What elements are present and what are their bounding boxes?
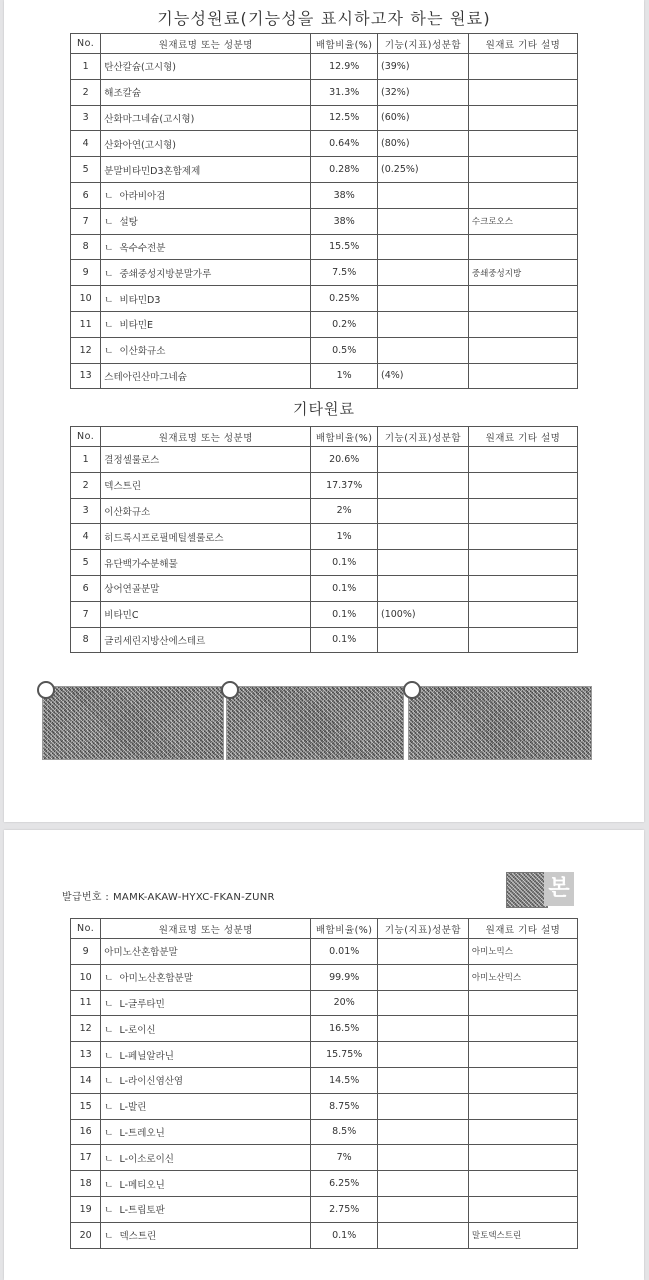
ingredient-description	[468, 1119, 577, 1145]
ingredient-description	[468, 447, 577, 473]
row-number: 15	[71, 1093, 101, 1119]
other-ingredients-title: 기타원료	[293, 400, 355, 418]
functional-content	[378, 627, 469, 653]
functional-content	[378, 550, 469, 576]
ingredient-description	[468, 1145, 577, 1171]
table-row	[71, 964, 578, 990]
ingredient-name-text: L-메티오닌	[119, 1179, 165, 1191]
header-no: No.	[71, 34, 101, 54]
mix-ratio: 15.75%	[311, 1042, 378, 1068]
table-row	[71, 337, 578, 363]
ingredient-description	[468, 363, 577, 389]
ingredient-description	[468, 311, 577, 337]
functional-content	[378, 990, 469, 1016]
ingredient-name	[101, 939, 311, 965]
ingredient-name	[101, 1067, 311, 1093]
table-row	[71, 131, 578, 157]
mix-ratio: 20.6%	[311, 447, 378, 473]
table-row	[71, 1016, 578, 1042]
mix-ratio: 14.5%	[311, 1067, 378, 1093]
row-number: 13	[71, 1042, 101, 1068]
row-number: 9	[71, 939, 101, 965]
mix-ratio: 17.37%	[311, 472, 378, 498]
ingredient-name	[101, 1093, 311, 1119]
sub-item-branch-icon: ㄴ	[104, 1076, 114, 1088]
ingredient-name-text: 아미노산혼합분말	[104, 947, 178, 959]
row-number: 16	[71, 1119, 101, 1145]
row-number: 2	[71, 79, 101, 105]
functional-ingredients-table	[70, 33, 578, 389]
sub-item-branch-icon: ㄴ	[104, 1205, 114, 1217]
functional-content	[378, 1196, 469, 1222]
mix-ratio: 0.1%	[311, 1222, 378, 1248]
table-row	[71, 550, 578, 576]
ingredient-name-text: 이산화규소	[104, 506, 151, 518]
ingredient-name-text: 옥수수전분	[119, 242, 166, 254]
row-number: 4	[71, 131, 101, 157]
row-number: 20	[71, 1222, 101, 1248]
row-number: 1	[71, 54, 101, 80]
mix-ratio: 8.5%	[311, 1119, 378, 1145]
ingredient-name	[101, 234, 311, 260]
ingredient-name-text: L-라이신염산염	[119, 1076, 184, 1088]
header-name: 원재료명 또는 성분명	[101, 34, 311, 54]
ingredient-name-text: 히드록시프로필메틸셀룰로스	[104, 532, 224, 544]
mix-ratio: 2%	[311, 498, 378, 524]
issue-number	[62, 888, 275, 903]
mix-ratio: 16.5%	[311, 1016, 378, 1042]
row-number: 12	[71, 1016, 101, 1042]
original-stamp: 본	[544, 872, 574, 906]
sub-item-branch-icon: ㄴ	[104, 217, 114, 229]
ingredient-description: 아미노산믹스	[468, 964, 577, 990]
row-number: 7	[71, 601, 101, 627]
row-number: 14	[71, 1067, 101, 1093]
ingredient-description	[468, 1093, 577, 1119]
functional-content	[378, 1067, 469, 1093]
ingredient-name	[101, 601, 311, 627]
header-ratio: 배합비율(%)	[311, 34, 378, 54]
amino-acid-ingredients-table	[70, 918, 578, 1249]
functional-content	[378, 208, 469, 234]
ingredient-description	[468, 601, 577, 627]
ingredient-name-text: 탄산칼슘(고시형)	[104, 62, 176, 74]
ingredient-name-text: 상어연골분말	[104, 584, 160, 596]
functional-content	[378, 182, 469, 208]
mix-ratio: 8.75%	[311, 1093, 378, 1119]
ingredient-name	[101, 260, 311, 286]
pattern-corner-mark	[221, 681, 239, 699]
functional-content: (32%)	[378, 79, 469, 105]
row-number: 7	[71, 208, 101, 234]
mix-ratio: 2.75%	[311, 1196, 378, 1222]
ingredient-description	[468, 54, 577, 80]
sub-item-branch-icon: ㄴ	[104, 1231, 114, 1243]
header-description: 원재료 기타 설명	[468, 427, 577, 447]
ingredient-name	[101, 964, 311, 990]
ingredient-name-text: L-발린	[119, 1102, 147, 1114]
table-row	[71, 627, 578, 653]
ingredient-description	[468, 182, 577, 208]
ingredient-name-text: 산화아연(고시형)	[104, 139, 176, 151]
functional-content: (100%)	[378, 601, 469, 627]
sub-item-branch-icon: ㄴ	[104, 320, 114, 332]
row-number: 6	[71, 575, 101, 601]
mix-ratio: 0.28%	[311, 157, 378, 183]
mix-ratio: 12.9%	[311, 54, 378, 80]
row-number: 5	[71, 550, 101, 576]
ingredient-description	[468, 337, 577, 363]
table-row	[71, 182, 578, 208]
ingredient-name	[101, 105, 311, 131]
ingredient-description	[468, 1196, 577, 1222]
sub-item-branch-icon: ㄴ	[104, 346, 114, 358]
functional-content	[378, 1171, 469, 1197]
functional-content	[378, 939, 469, 965]
ingredient-name-text: L-이소로이신	[119, 1153, 174, 1165]
functional-content	[378, 311, 469, 337]
mix-ratio: 0.25%	[311, 286, 378, 312]
ingredient-name-text: 비타민D3	[119, 294, 161, 306]
table-row	[71, 208, 578, 234]
row-number: 5	[71, 157, 101, 183]
ingredient-description	[468, 105, 577, 131]
mix-ratio: 20%	[311, 990, 378, 1016]
security-pattern-1	[42, 686, 224, 760]
row-number: 8	[71, 234, 101, 260]
table-row	[71, 939, 578, 965]
document-page-2	[4, 830, 644, 1280]
functional-content	[378, 447, 469, 473]
row-number: 18	[71, 1171, 101, 1197]
functional-content	[378, 472, 469, 498]
ingredient-name	[101, 524, 311, 550]
ingredient-description	[468, 234, 577, 260]
mix-ratio: 7.5%	[311, 260, 378, 286]
page-title: 기능성원료(기능성을 표시하고자 하는 원료)	[157, 9, 491, 28]
security-pattern-2	[226, 686, 404, 760]
mix-ratio: 31.3%	[311, 79, 378, 105]
header-function: 기능(지표)성분함	[378, 919, 469, 939]
row-number: 11	[71, 311, 101, 337]
table-row	[71, 1067, 578, 1093]
ingredient-description	[468, 524, 577, 550]
mix-ratio: 0.01%	[311, 939, 378, 965]
ingredient-description	[468, 627, 577, 653]
functional-content	[378, 234, 469, 260]
header-ratio: 배합비율(%)	[311, 919, 378, 939]
ingredient-name-text: 비타민E	[119, 320, 154, 332]
header-function: 기능(지표)성분함	[378, 427, 469, 447]
ingredient-description	[468, 550, 577, 576]
ingredient-description	[468, 286, 577, 312]
ingredient-name-text: 산화마그네슘(고시형)	[104, 113, 195, 125]
table-header-row	[71, 427, 578, 447]
ingredient-name	[101, 208, 311, 234]
header-no: No.	[71, 427, 101, 447]
mix-ratio: 1%	[311, 363, 378, 389]
sub-item-branch-icon: ㄴ	[104, 1127, 114, 1139]
row-number: 12	[71, 337, 101, 363]
mix-ratio: 0.1%	[311, 627, 378, 653]
header-description: 원재료 기타 설명	[468, 919, 577, 939]
sub-item-branch-icon: ㄴ	[104, 973, 114, 985]
functional-content: (0.25%)	[378, 157, 469, 183]
table-row	[71, 1222, 578, 1248]
table-row	[71, 524, 578, 550]
functional-content	[378, 1145, 469, 1171]
table-row	[71, 54, 578, 80]
functional-content	[378, 1093, 469, 1119]
table-row	[71, 363, 578, 389]
row-number: 19	[71, 1196, 101, 1222]
sub-item-branch-icon: ㄴ	[104, 268, 114, 280]
header-ratio: 배합비율(%)	[311, 427, 378, 447]
functional-content	[378, 1119, 469, 1145]
ingredient-name-text: L-글루타민	[119, 998, 165, 1010]
ingredient-description: 아미노믹스	[468, 939, 577, 965]
functional-content	[378, 964, 469, 990]
mix-ratio: 15.5%	[311, 234, 378, 260]
table-row	[71, 260, 578, 286]
table-row	[71, 1119, 578, 1145]
header-name: 원재료명 또는 성분명	[101, 427, 311, 447]
functional-content: (80%)	[378, 131, 469, 157]
ingredient-description	[468, 990, 577, 1016]
ingredient-description	[468, 131, 577, 157]
ingredient-name-text: 이산화규소	[119, 346, 166, 358]
ingredient-name	[101, 131, 311, 157]
table-row	[71, 1171, 578, 1197]
table-header-row	[71, 34, 578, 54]
ingredient-description	[468, 498, 577, 524]
ingredient-description	[468, 472, 577, 498]
header-name: 원재료명 또는 성분명	[101, 919, 311, 939]
issue-number-code: MAMK-AKAW-HYXC-FKAN-ZUNR	[113, 892, 275, 903]
other-ingredients-table	[70, 426, 578, 653]
ingredient-name-text: 설탕	[119, 217, 138, 229]
table-row	[71, 286, 578, 312]
ingredient-name	[101, 1196, 311, 1222]
sub-item-branch-icon: ㄴ	[104, 1050, 114, 1062]
ingredient-description	[468, 157, 577, 183]
ingredient-name	[101, 1145, 311, 1171]
ingredient-name	[101, 498, 311, 524]
ingredient-name	[101, 1119, 311, 1145]
ingredient-name	[101, 311, 311, 337]
functional-content	[378, 524, 469, 550]
table-row	[71, 79, 578, 105]
functional-content	[378, 575, 469, 601]
table-row	[71, 1145, 578, 1171]
functional-content	[378, 498, 469, 524]
ingredient-name	[101, 54, 311, 80]
table-row	[71, 1093, 578, 1119]
mix-ratio: 0.1%	[311, 575, 378, 601]
table-row	[71, 575, 578, 601]
ingredient-name	[101, 157, 311, 183]
security-pattern-3	[408, 686, 592, 760]
ingredient-name-text: 글리세린지방산에스테르	[104, 635, 206, 647]
row-number: 4	[71, 524, 101, 550]
ingredient-description	[468, 1042, 577, 1068]
table-row	[71, 1196, 578, 1222]
ingredient-name	[101, 286, 311, 312]
row-number: 1	[71, 447, 101, 473]
table-row	[71, 601, 578, 627]
mix-ratio: 0.5%	[311, 337, 378, 363]
mix-ratio: 0.1%	[311, 550, 378, 576]
table-row	[71, 447, 578, 473]
sub-item-branch-icon: ㄴ	[104, 1179, 114, 1191]
functional-content: (4%)	[378, 363, 469, 389]
table-row	[71, 105, 578, 131]
functional-content: (60%)	[378, 105, 469, 131]
ingredient-name-text: 해조칼슘	[104, 88, 142, 100]
ingredient-name	[101, 363, 311, 389]
mix-ratio: 0.2%	[311, 311, 378, 337]
ingredient-description	[468, 575, 577, 601]
mix-ratio: 38%	[311, 182, 378, 208]
sub-item-branch-icon: ㄴ	[104, 242, 114, 254]
ingredient-name	[101, 447, 311, 473]
functional-content	[378, 337, 469, 363]
ingredient-name-text: 아미노산혼합분말	[119, 973, 193, 985]
mix-ratio: 7%	[311, 1145, 378, 1171]
ingredient-name-text: 분말비타민D3혼합제제	[104, 165, 201, 177]
ingredient-name	[101, 550, 311, 576]
table-header-row	[71, 919, 578, 939]
sub-item-branch-icon: ㄴ	[104, 1153, 114, 1165]
table-row	[71, 472, 578, 498]
functional-content	[378, 1042, 469, 1068]
row-number: 13	[71, 363, 101, 389]
ingredient-name	[101, 337, 311, 363]
ingredient-name-text: L-페닐알라닌	[119, 1050, 174, 1062]
mix-ratio: 6.25%	[311, 1171, 378, 1197]
row-number: 3	[71, 498, 101, 524]
row-number: 10	[71, 964, 101, 990]
row-number: 2	[71, 472, 101, 498]
ingredient-name-text: 유단백가수분해물	[104, 558, 178, 570]
ingredient-name-text: 덱스트린	[119, 1231, 157, 1243]
functional-content	[378, 1222, 469, 1248]
ingredient-description	[468, 1171, 577, 1197]
ingredient-name	[101, 990, 311, 1016]
header-function: 기능(지표)성분함	[378, 34, 469, 54]
ingredient-name	[101, 472, 311, 498]
table-row	[71, 990, 578, 1016]
sub-item-branch-icon: ㄴ	[104, 294, 114, 306]
ingredient-name	[101, 1222, 311, 1248]
sub-item-branch-icon: ㄴ	[104, 1102, 114, 1114]
sub-item-branch-icon: ㄴ	[104, 998, 114, 1010]
mix-ratio: 0.64%	[311, 131, 378, 157]
mix-ratio: 12.5%	[311, 105, 378, 131]
ingredient-name	[101, 182, 311, 208]
functional-content	[378, 260, 469, 286]
sub-item-branch-icon: ㄴ	[104, 191, 114, 203]
row-number: 10	[71, 286, 101, 312]
ingredient-name	[101, 1016, 311, 1042]
ingredient-name-text: 스테아린산마그네슘	[104, 371, 187, 383]
row-number: 6	[71, 182, 101, 208]
ingredient-name-text: 결정셀룰로스	[104, 455, 160, 467]
ingredient-name-text: 비타민C	[104, 610, 139, 622]
mix-ratio: 1%	[311, 524, 378, 550]
header-description: 원재료 기타 설명	[468, 34, 577, 54]
row-number: 9	[71, 260, 101, 286]
functional-content: (39%)	[378, 54, 469, 80]
row-number: 11	[71, 990, 101, 1016]
ingredient-name-text: 아라비아검	[119, 191, 166, 203]
ingredient-name	[101, 79, 311, 105]
ingredient-description	[468, 1016, 577, 1042]
row-number: 3	[71, 105, 101, 131]
issue-number-label: 발급번호 :	[62, 892, 109, 903]
row-number: 8	[71, 627, 101, 653]
ingredient-description	[468, 1067, 577, 1093]
ingredient-name-text: 덱스트린	[104, 481, 142, 493]
mix-ratio: 38%	[311, 208, 378, 234]
pattern-corner-mark	[37, 681, 55, 699]
mix-ratio: 99.9%	[311, 964, 378, 990]
ingredient-name-text: L-트레오닌	[119, 1127, 165, 1139]
functional-content	[378, 1016, 469, 1042]
pattern-corner-mark	[403, 681, 421, 699]
ingredient-description	[468, 79, 577, 105]
table-row	[71, 234, 578, 260]
sub-item-branch-icon: ㄴ	[104, 1024, 114, 1036]
header-no: No.	[71, 919, 101, 939]
ingredient-description: 말토덱스트린	[468, 1222, 577, 1248]
ingredient-description: 수크로오스	[468, 208, 577, 234]
verification-code-mark	[506, 872, 548, 908]
ingredient-name-text: L-트립토판	[119, 1205, 165, 1217]
ingredient-name	[101, 1171, 311, 1197]
table-row	[71, 157, 578, 183]
ingredient-description: 중쇄중성지방	[468, 260, 577, 286]
table-row	[71, 498, 578, 524]
table-row	[71, 1042, 578, 1068]
ingredient-name	[101, 575, 311, 601]
ingredient-name	[101, 1042, 311, 1068]
ingredient-name-text: L-로이신	[119, 1024, 156, 1036]
document-page-1	[4, 0, 644, 822]
ingredient-name-text: 중쇄중성지방분말가루	[119, 268, 212, 280]
mix-ratio: 0.1%	[311, 601, 378, 627]
ingredient-name	[101, 627, 311, 653]
table-row	[71, 311, 578, 337]
functional-content	[378, 286, 469, 312]
row-number: 17	[71, 1145, 101, 1171]
